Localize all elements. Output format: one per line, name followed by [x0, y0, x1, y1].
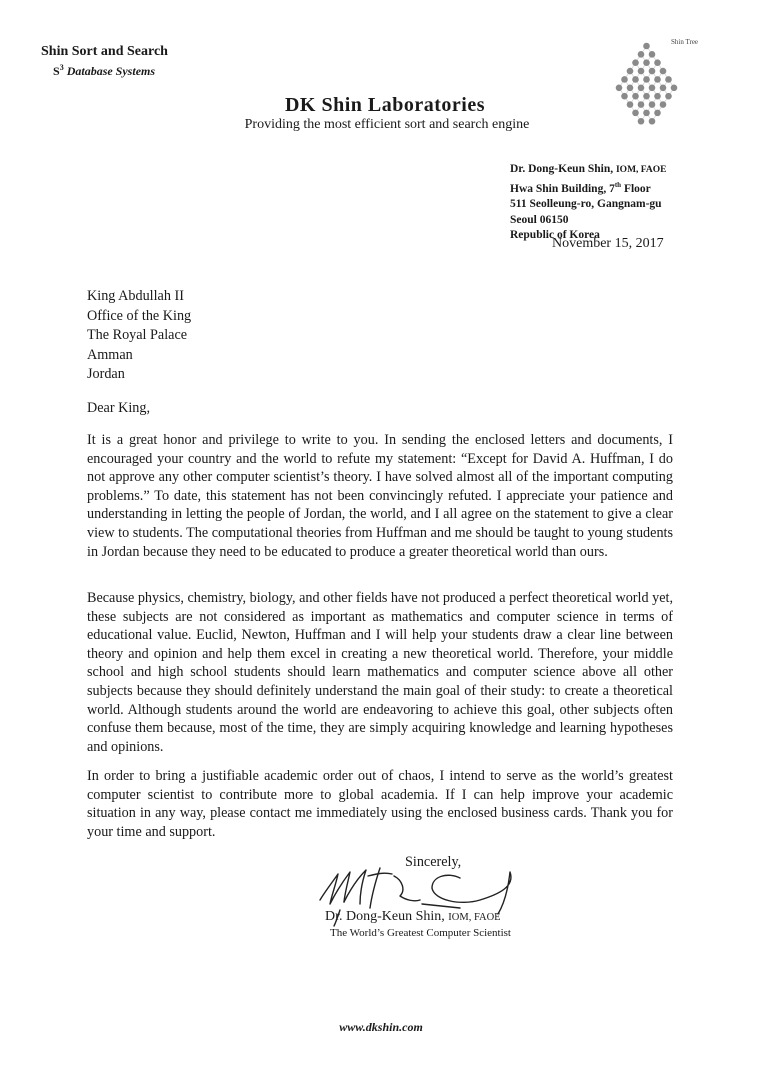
sender-building-floor: Floor: [621, 183, 651, 196]
brand-s3-superscript: 3: [59, 63, 64, 72]
letter-date: November 15, 2017: [552, 236, 664, 251]
tree-node: [643, 43, 650, 50]
body-paragraph: Because physics, chemistry, biology, and other fields have not produced a perfect theoretical world yet, these subjects are not considered as important as mathematics and computer science in terms of educational value. Euclid, Newton, Huffman and I will help your students draw a clear line between theory and opinion and help them excel in creating a new theoretical world. Therefore, your middle school and high school students should learn mathematics and computer science above all other subjects because they should definitely understand the main goal of their study: to create a theoretical world. Although students around the world are endeavoring to achieve this goal, other subjects often confuse them because, most of the time, they are simply acquiring knowledge and learning hypotheses and opinions.: [87, 590, 673, 755]
sender-address: [510, 162, 666, 243]
signer-suffix: IOM, FAOE: [448, 912, 501, 923]
shin-tree-label: Shin Tree: [671, 38, 699, 46]
recipient-line: Jordan: [87, 366, 125, 382]
sender-building-line: [510, 178, 666, 197]
lab-tagline: Providing the most efficient sort and search engine: [244, 117, 530, 132]
tree-node: [660, 68, 667, 75]
signer-name: Dr. Dong-Keun Shin,: [325, 909, 445, 924]
tree-node: [649, 68, 656, 75]
recipient-line: Amman: [87, 346, 133, 363]
tree-node: [660, 85, 667, 92]
tree-node: [627, 85, 634, 92]
brand-s3: S: [53, 64, 60, 78]
sender-name-suffix: IOM, FAOE: [615, 165, 667, 175]
tree-node: [632, 59, 639, 66]
brand-name: Shin Sort and Search: [41, 44, 168, 59]
tree-node: [638, 85, 645, 92]
tree-node: [654, 59, 661, 66]
sender-building: Hwa Shin Building, 7: [510, 183, 615, 196]
sender-name-line: [510, 162, 666, 178]
sender-building-superscript: th: [614, 181, 622, 190]
tree-node: [632, 76, 639, 83]
tree-node: [621, 76, 628, 83]
lab-name: DK Shin Laboratories: [284, 94, 486, 116]
salutation: Dear King,: [87, 400, 151, 416]
recipient-line: The Royal Palace: [87, 327, 188, 343]
body-paragraph: In order to bring a justifiable academic order out of chaos, I intend to serve as the world’s greatest computer scientist to contribute more to global academia. If I can help improve your academic situation in any way, please contact me immediately using the enclosed business cards. Thank you for your time and support.: [87, 768, 673, 840]
brand-block: [41, 44, 168, 79]
sender-country: Republic of Korea: [510, 229, 600, 242]
closing: Sincerely,: [405, 854, 462, 870]
signer-name-line: [325, 909, 501, 926]
tree-node: [643, 59, 650, 66]
footer-website: www.dkshin.com: [339, 1020, 423, 1034]
recipient-address: [87, 287, 191, 385]
tree-node: [638, 68, 645, 75]
body-paragraph: It is a great honor and privilege to write to you. In sending the enclosed letters and documents, I encouraged your country and the world to refute my statement: “Except for David A. Huffman, I do not approve any other computer scientist’s theory. I have solved almost all of the important computing problems.” To date, this statement has not been convincingly refuted. I appreciate your patience and understanding in letting the people of Jordan, the world, and I all agree on the statement to give a clear view to students. The computational theories from Huffman and me should be taught to young students in Jordan because they need to be educated to produce a greater theoretical world than ours.: [87, 432, 673, 560]
recipient-line: King Abdullah II: [87, 288, 184, 304]
tree-node: [649, 51, 656, 58]
tree-node: [654, 76, 661, 83]
tree-node: [627, 68, 634, 75]
signer-title: The World’s Greatest Computer Scientist: [330, 927, 511, 939]
tree-node: [616, 85, 623, 92]
tree-node: [638, 51, 645, 58]
tree-node: [671, 85, 678, 92]
recipient-line: Office of the King: [87, 307, 192, 324]
sender-city: Seoul 06150: [510, 213, 569, 226]
sender-street: 511 Seolleung-ro, Gangnam-gu: [510, 198, 662, 211]
tree-node: [643, 76, 650, 83]
sender-name: Dr. Dong-Keun Shin,: [510, 163, 614, 175]
brand-subtitle: [41, 60, 168, 79]
brand-database-systems: Database Systems: [66, 64, 156, 78]
tree-node: [665, 76, 672, 83]
tree-node: [649, 85, 656, 92]
